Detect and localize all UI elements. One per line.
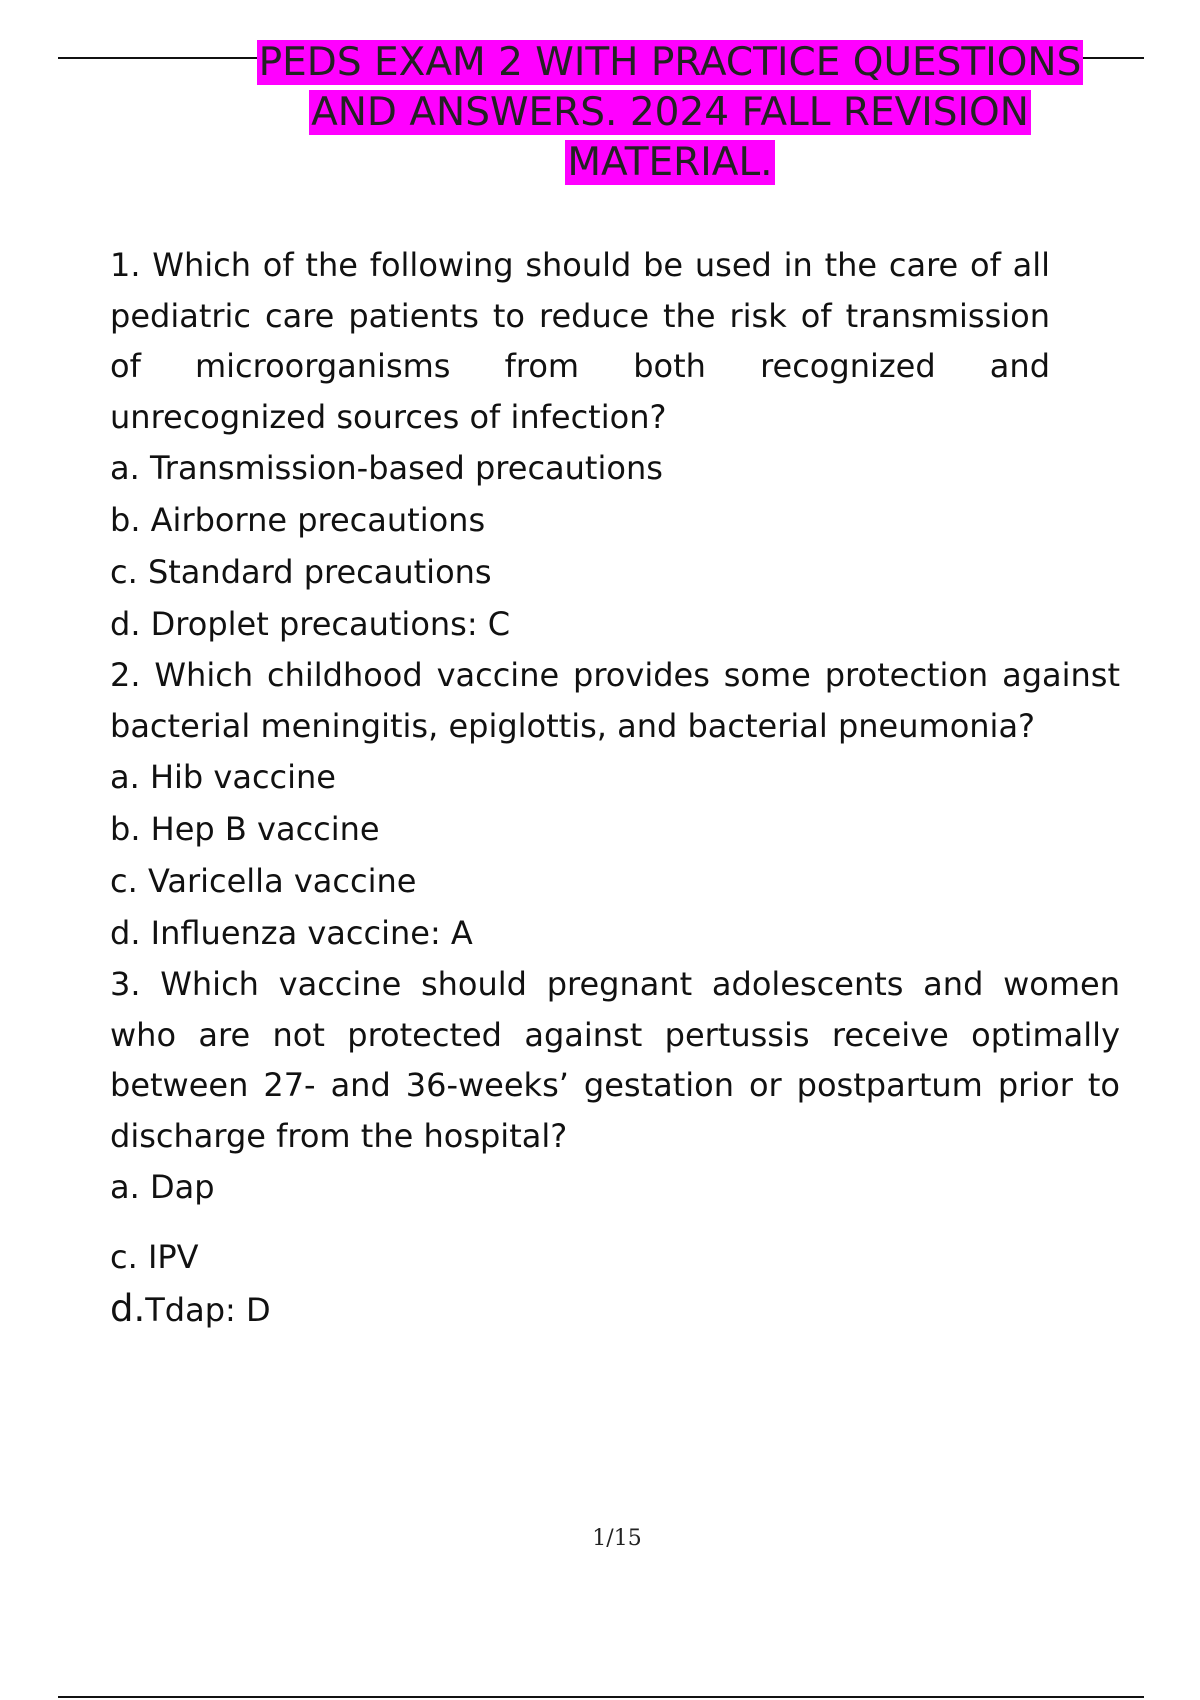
footer-rule (58, 1696, 1144, 1698)
answer-option: a. Transmission-based precautions (110, 449, 663, 487)
answer-option: c. IPV (110, 1238, 199, 1276)
answer-option: d. Droplet precautions: C (110, 605, 511, 643)
answer-option (110, 1283, 1050, 1336)
option-letter: d. (110, 1287, 146, 1330)
answer-option: a. Dap (110, 1168, 215, 1206)
question-text: 3. Which vaccine should pregnant adolescents and women who are not protected against pertussis receive optimally between 27- and 36-weeks’ gestation or postpartum prior to discharge from the hospital? (110, 965, 1120, 1155)
answer-option: b. Hep B vaccine (110, 810, 380, 848)
question-block (110, 650, 1120, 959)
answer-option: b. Airborne precautions (110, 501, 486, 539)
question-text: 2. Which childhood vaccine provides some protection against bacterial meningitis, epiglottis, and bacterial pneumonia? (110, 656, 1120, 745)
answer-option: c. Standard precautions (110, 553, 492, 591)
answer-option: a. Hib vaccine (110, 758, 336, 796)
question-text: 1. Which of the following should be used in the care of all pediatric care patients to reduce the risk of transmission of microorganisms from both recognized and unrecognized sources of infection? (110, 246, 1050, 436)
question-block (110, 240, 1050, 650)
answer-option: c. Varicella vaccine (110, 862, 417, 900)
question-block (110, 959, 1120, 1336)
option-text: Tdap: D (145, 1291, 271, 1329)
answer-option: d. Influenza vaccine: A (110, 914, 473, 952)
title-line-1: PEDS EXAM 2 WITH PRACTICE QUESTIONS (258, 40, 1082, 85)
page-number: 1/15 (592, 1526, 642, 1551)
title-line-3: MATERIAL. (567, 140, 773, 185)
questions-section (110, 240, 1120, 1336)
document-title (200, 38, 1140, 188)
title-line-2: AND ANSWERS. 2024 FALL REVISION (311, 90, 1029, 135)
